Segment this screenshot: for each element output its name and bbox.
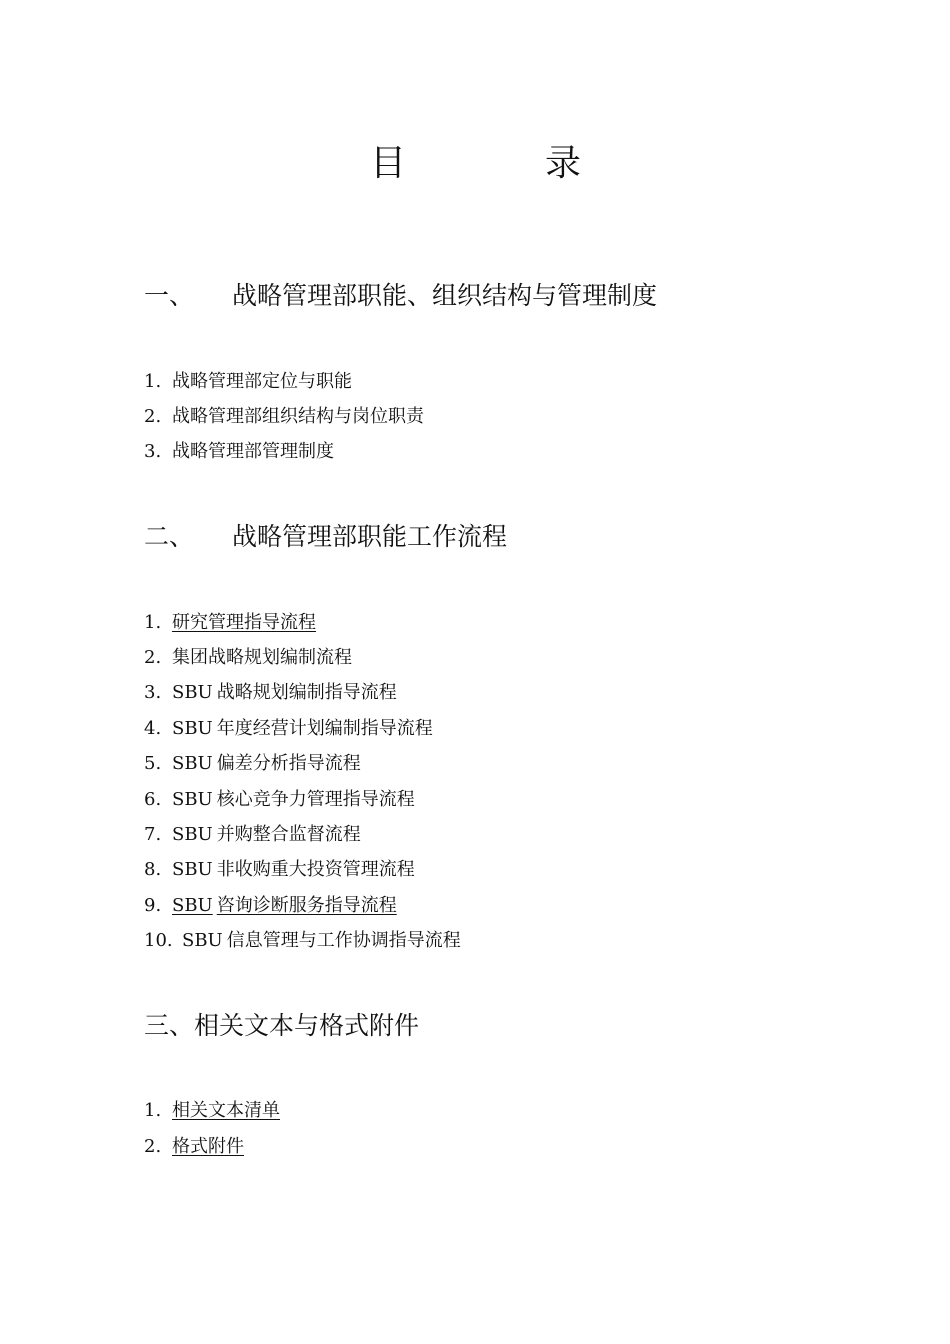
item-text: 并购整合监督流程 bbox=[216, 824, 361, 845]
item-number: 2. bbox=[144, 1136, 162, 1157]
item-number: 3. bbox=[144, 682, 162, 703]
item-number: 7. bbox=[144, 824, 162, 845]
item-text: 战略规划编制指导流程 bbox=[216, 682, 397, 703]
item-text: 咨询诊断服务指导流程 bbox=[216, 895, 397, 916]
item-text: 战略管理部组织结构与岗位职责 bbox=[172, 406, 424, 427]
toc-item[interactable] bbox=[144, 1098, 280, 1124]
item-number: 6. bbox=[144, 789, 162, 810]
item-text: 战略管理部定位与职能 bbox=[172, 371, 352, 392]
item-text: 集团战略规划编制流程 bbox=[172, 647, 352, 668]
item-number: 10. bbox=[144, 930, 173, 951]
item-prefix: SBU bbox=[172, 753, 213, 774]
toc-title-char-2: 录 bbox=[545, 143, 582, 184]
section-number: 一、 bbox=[144, 281, 195, 310]
toc-item bbox=[144, 928, 461, 954]
toc-item[interactable] bbox=[144, 893, 397, 919]
item-prefix: SBU bbox=[172, 859, 213, 880]
item-prefix: SBU bbox=[172, 895, 213, 916]
item-text: 核心竞争力管理指导流程 bbox=[216, 789, 415, 810]
item-link[interactable]: 相关文本清单 bbox=[172, 1100, 280, 1121]
item-number: 4. bbox=[144, 718, 162, 739]
item-prefix: SBU bbox=[172, 789, 213, 810]
section-title: 战略管理部职能工作流程 bbox=[232, 522, 508, 551]
toc-title-char-1: 目 bbox=[370, 143, 407, 184]
section-heading-1 bbox=[144, 279, 657, 313]
section-heading-2 bbox=[144, 520, 507, 554]
toc-item bbox=[144, 404, 424, 430]
toc-item bbox=[144, 680, 397, 706]
toc-item bbox=[144, 822, 361, 848]
item-prefix: SBU bbox=[172, 682, 213, 703]
item-text: 信息管理与工作协调指导流程 bbox=[226, 930, 461, 951]
section-number: 三、 bbox=[144, 1011, 195, 1040]
item-number: 1. bbox=[144, 1100, 162, 1121]
section-title: 相关文本与格式附件 bbox=[194, 1011, 420, 1040]
item-text: 战略管理部管理制度 bbox=[172, 441, 334, 462]
toc-title bbox=[0, 140, 950, 190]
item-link[interactable] bbox=[172, 895, 397, 916]
toc-item bbox=[144, 787, 415, 813]
section-number: 二、 bbox=[144, 522, 195, 551]
item-text: 非收购重大投资管理流程 bbox=[216, 859, 415, 880]
toc-item bbox=[144, 751, 361, 777]
toc-item bbox=[144, 439, 334, 465]
section-title: 战略管理部职能、组织结构与管理制度 bbox=[232, 281, 658, 310]
toc-item bbox=[144, 857, 415, 883]
item-prefix: SBU bbox=[172, 718, 213, 739]
item-number: 1. bbox=[144, 371, 162, 392]
item-link[interactable]: 研究管理指导流程 bbox=[172, 612, 316, 633]
item-number: 2. bbox=[144, 647, 162, 668]
toc-item bbox=[144, 645, 352, 671]
toc-item bbox=[144, 716, 433, 742]
item-number: 1. bbox=[144, 612, 162, 633]
toc-item[interactable] bbox=[144, 610, 316, 636]
item-text: 年度经营计划编制指导流程 bbox=[216, 718, 433, 739]
item-text: 偏差分析指导流程 bbox=[216, 753, 361, 774]
item-prefix: SBU bbox=[182, 930, 223, 951]
item-number: 8. bbox=[144, 859, 162, 880]
item-number: 2. bbox=[144, 406, 162, 427]
item-link[interactable]: 格式附件 bbox=[172, 1136, 244, 1157]
item-number: 3. bbox=[144, 441, 162, 462]
item-prefix: SBU bbox=[172, 824, 213, 845]
toc-item[interactable] bbox=[144, 1134, 244, 1160]
item-number: 9. bbox=[144, 895, 162, 916]
item-number: 5. bbox=[144, 753, 162, 774]
section-heading-3 bbox=[144, 1009, 419, 1043]
toc-item bbox=[144, 369, 352, 395]
